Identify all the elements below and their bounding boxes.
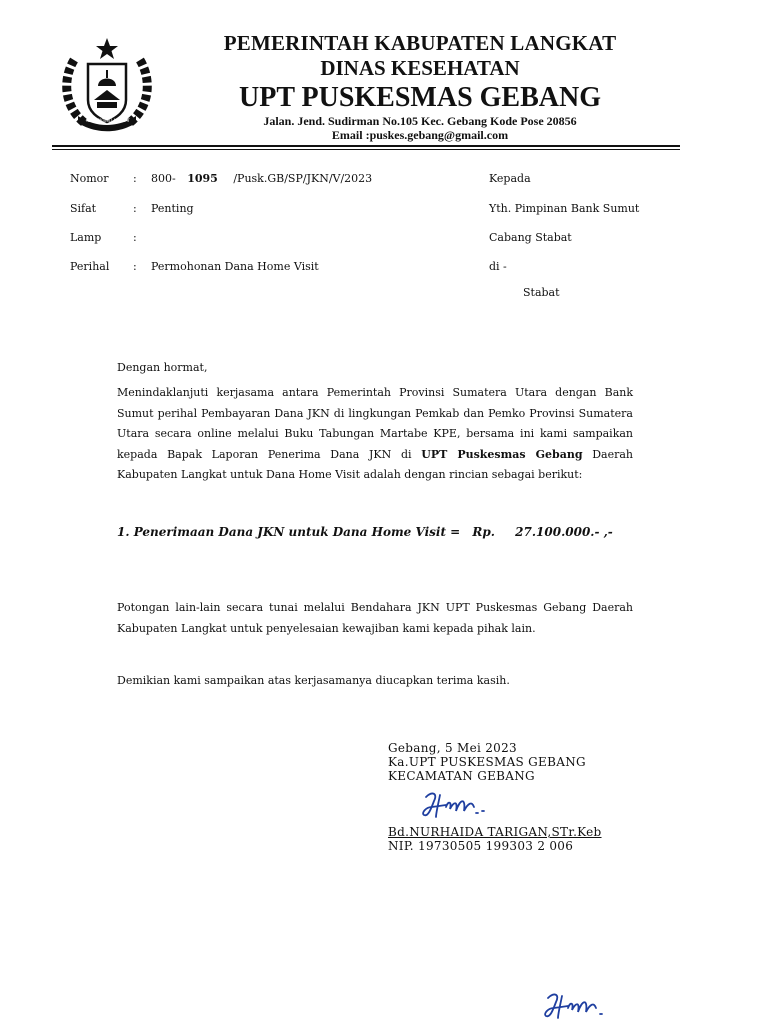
lamp-colon: :: [133, 231, 137, 244]
item-jkn-label: 1. Penerimaan Dana JKN untuk Dana Home Visit =: [117, 525, 461, 539]
paragraph-intro-text-b: Daerah Kabupaten Langkat untuk Dana Home Visit adalah dengan rincian sebagai berikut:: [117, 447, 634, 481]
recipient-yth: Yth. Pimpinan Bank Sumut: [489, 202, 640, 215]
letterhead-rule-thin: [52, 149, 680, 150]
lamp-label: Lamp: [70, 231, 102, 244]
recipient-city: Stabat: [523, 286, 560, 299]
paragraph-intro-bold: UPT Puskesmas Gebang: [421, 447, 583, 461]
signatory-nip: NIP. 19730505 199303 2 006: [388, 839, 574, 853]
sifat-label: Sifat: [70, 202, 97, 215]
nomor-colon: :: [133, 172, 137, 185]
regency-emblem-logo: [56, 30, 168, 134]
recipient-branch: Cabang Stabat: [489, 231, 572, 244]
handwritten-initial: [540, 988, 620, 1024]
sifat-colon: :: [133, 202, 137, 215]
letterhead-agency: DINAS KESEHATAN: [320, 56, 520, 80]
recipient-di: di -: [489, 260, 507, 273]
paragraph-intro: [117, 383, 633, 486]
signature-title-2: KECAMATAN GEBANG: [388, 769, 535, 783]
nomor-prefix: 800-: [151, 172, 176, 185]
perihal-colon: :: [133, 260, 137, 273]
letterhead-government: PEMERINTAH KABUPATEN LANGKAT: [223, 31, 617, 55]
handwritten-signature: [418, 787, 498, 823]
salutation: Dengan hormat,: [117, 361, 208, 374]
item-jkn-amount: 27.100.000.- ,-: [515, 525, 613, 539]
letterhead-email: Email :puskes.gebang@gmail.com: [331, 128, 509, 142]
item-jkn-currency: Rp.: [472, 525, 495, 539]
signatory-name: Bd.NURHAIDA TARIGAN,STr.Keb: [388, 825, 602, 839]
paragraph-intro-text-a: Menindaklanjuti kerjasama antara Pemerintah Provinsi Sumatera Utara dengan Bank Sumut perihal Pembayaran Dana JKN di lingkungan Pemkab dan Pemko Provinsi Sumatera Utara secara online melalui Buku Tabungan Martabe KPE, bersama ini kami sampaikan kepada Bapak Laporan Penerima Dana JKN di: [117, 386, 633, 461]
nomor-value: [151, 173, 372, 184]
perihal-label: Perihal: [70, 260, 110, 273]
closing-sentence: Demikian kami sampaikan atas kerjasamanya diucapkan terima kasih.: [117, 674, 510, 687]
letterhead-address: Jalan. Jend. Sudirman No.105 Kec. Gebang Kode Pose 20856: [263, 114, 577, 128]
sifat-value: Penting: [151, 202, 194, 215]
nomor-label: Nomor: [70, 172, 109, 185]
nomor-number: 1095: [187, 172, 218, 185]
letterhead-institution: UPT PUSKESMAS GEBANG: [239, 82, 601, 113]
letterhead-rule-thick: [52, 145, 680, 147]
signature-title-1: Ka.UPT PUSKESMAS GEBANG: [388, 755, 586, 769]
nomor-suffix: /Pusk.GB/SP/JKN/V/2023: [233, 172, 373, 185]
recipient-kepada: Kepada: [489, 172, 531, 185]
paragraph-deductions: Potongan lain-lain secara tunai melalui Bendahara JKN UPT Puskesmas Gebang Daerah Kabupaten Langkat untuk penyelesaian kewajiban kami kepada pihak lain.: [117, 601, 633, 635]
signature-place-date: Gebang, 5 Mei 2023: [388, 741, 517, 755]
logo-banner-text: KABUPATEN LANGKAT: [86, 118, 130, 123]
perihal-value: Permohonan Dana Home Visit: [151, 260, 319, 273]
item-jkn-home-visit: [117, 525, 613, 539]
